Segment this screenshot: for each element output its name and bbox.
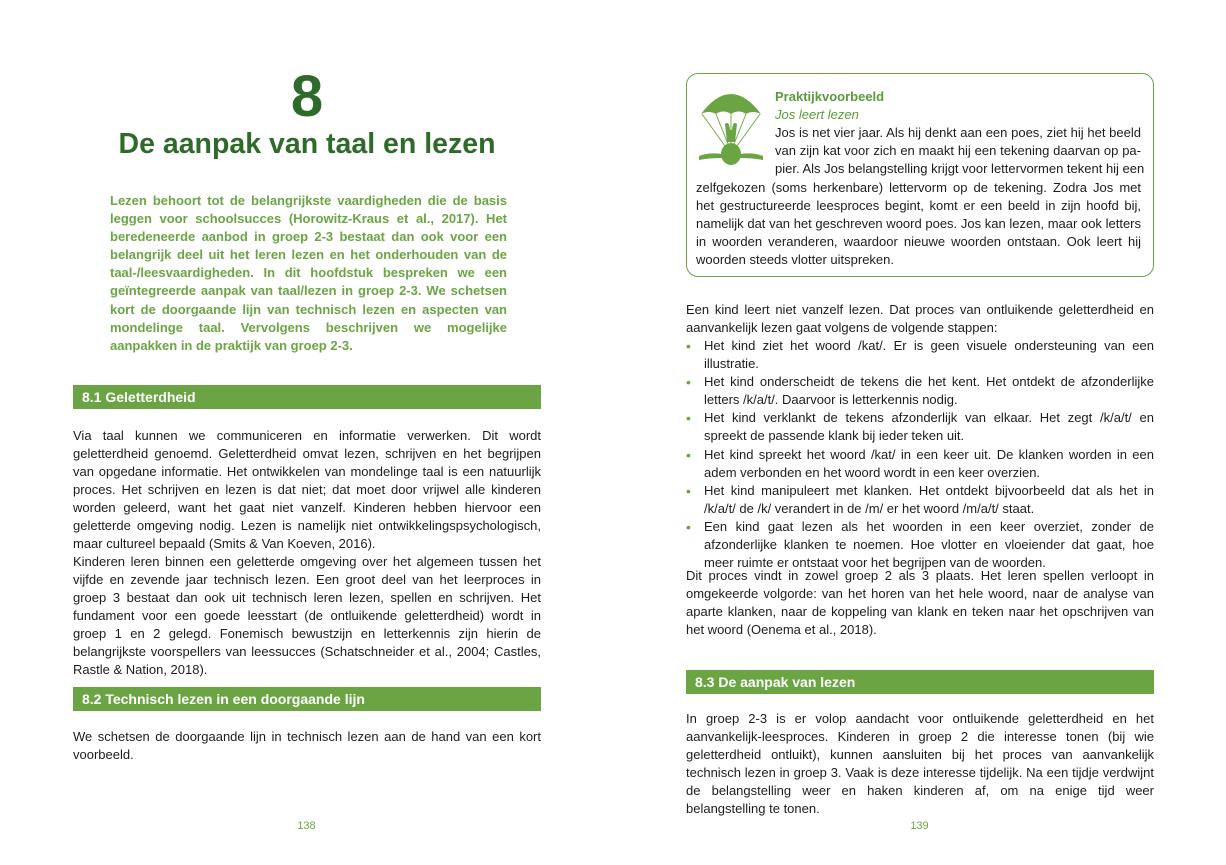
- spelling-paragraph: [686, 567, 1154, 639]
- page-number: 138: [297, 820, 316, 832]
- box-line: van zijn kat voor zich en maakt hij een tekening daarvan op pa-: [775, 143, 1141, 159]
- list-item: • Het kind spreekt het woord /kat/ in een keer uit. De klanken worden in een adem verbonden en het woord wordt in een keer overzien.: [686, 446, 1154, 482]
- paragraph: Een kind leert niet vanzelf lezen. Dat proces van ontluikende geletterdheid en aanvankelijk lezen gaat volgens de volgende stappen:: [686, 302, 1154, 335]
- box-line: het gestructureerde leesproces begint, komt er een beeld in zijn hoofd bij,: [696, 197, 1141, 213]
- steps-section: [686, 301, 1154, 572]
- box-line: Jos is net vier jaar. Als hij denkt aan een poes, ziet hij het beeld: [775, 125, 1141, 140]
- paragraph: In groep 2-3 is er volop aandacht voor ontluikende geletterdheid en het aanvankelijk-leesproces. Kinderen in groep 2 die interesse tonen (bij wie geletterdheid ontluikt), kunnen aansluiten bij het proces van aanvankelijk technisch lezen in groep 3. Vaak is deze interesse tijdelijk. Na een tijdje verdwijnt de belangstelling weer en haken kinderen af, om na enige tijd weer belangstelling te tonen.: [686, 711, 1154, 816]
- paragraph: Via taal kunnen we communiceren en informatie verwerken. Dit wordt geletterdheid genoemd. Geletterdheid omvat lezen, schrijven en het begrijpen van opgedane informatie. Het ontwikkelen van mondelinge taal is een natuurlijk proces. Het schrijven en lezen is dat niet; dat moet door vrijwel alle kinderen worden geleerd, want het gaat niet vanzelf. Kinderen hebben hiervoor een geletterde omgeving nodig. Lezen is namelijk niet ontwikkelingspsychologisch, maar cultureel bepaald (Smits & Van Koeven, 2016).: [73, 428, 541, 551]
- steps-list: [686, 337, 1154, 572]
- list-item: • Het kind manipuleert met klanken. Het ontdekt bijvoorbeeld dat als het in /k/a/t/ de /k/ verandert in de /m/ er het woord /m/a/t/ staat.: [686, 482, 1154, 518]
- list-item: • Het kind verklankt de tekens afzonderlijk van elkaar. Het zegt /k/a/t/ en spreekt de passende klank bij ieder teken uit.: [686, 409, 1154, 445]
- box-line: zelfgekozen (soms herkenbare) lettervorm op de tekening. Zodra Jos met: [696, 179, 1141, 195]
- box-text: [687, 124, 1145, 270]
- section-heading-8-2: 8.2 Technisch lezen in een doorgaande lijn: [73, 687, 541, 711]
- list-item: • Het kind onderscheidt de tekens die het kent. Het ontdekt de afzonderlijke letters /k/a/t/. Daarvoor is letterkennis nodig.: [686, 373, 1154, 409]
- section-heading-8-1: 8.1 Geletterdheid: [73, 385, 541, 409]
- box-label: Praktijkvoorbeeld: [775, 89, 885, 104]
- practice-example-box: [686, 73, 1154, 277]
- section-8-3-body: [686, 710, 1154, 818]
- section-8-2-body: [73, 728, 541, 764]
- box-subtitle: Jos leert lezen: [775, 107, 859, 122]
- box-line: pier. Als Jos belangstelling krijgt voor lettervormen tekent hij een: [775, 161, 1145, 177]
- paragraph: We schetsen de doorgaande lijn in technisch lezen aan de hand van een kort voorbeeld.: [73, 729, 541, 762]
- paragraph: Dit proces vindt in zowel groep 2 als 3 plaats. Het leren spellen verloopt in omgekeerde volgorde: van het horen van het hele woord, naar de analyse van aparte klanken, naar de koppeling van klank en teken naar het opschrijven van het woord (Oenema et al., 2018).: [686, 568, 1154, 637]
- chapter-title: De aanpak van taal en lezen: [118, 128, 496, 160]
- list-item: • Het kind ziet het woord /kat/. Er is geen visuele ondersteuning van een illustratie.: [686, 337, 1154, 373]
- list-item: • Een kind gaat lezen als het woorden in een keer overziet, zonder de afzonderlijke klanken te noemen. Hoe vlotter en vloeiender dat gaat, hoe meer ruimte er ontstaat voor het begrijpen van de woorden.: [686, 518, 1154, 572]
- box-line: namelijk dat van het geschreven woord poes. Jos kan lezen, maar ook letters: [696, 216, 1141, 232]
- section-heading-8-3: 8.3 De aanpak van lezen: [686, 670, 1154, 694]
- page-number: 139: [910, 820, 929, 832]
- paragraph: Kinderen leren binnen een geletterde omgeving over het algemeen tussen het vijfde en zevende jaar technisch lezen. Een groot deel van het leerproces in groep 3 bestaat dan ook uit technisch leren lezen, spellen en schrijven. Het fundament voor een goede leesstart (de ontluikende geletterdheid) wordt in groep 1 en 2 gelegd. Fonemisch bewustzijn en letterkennis zijn hierin de belangrijkste voorspellers van leessucces (Schatschneider et al., 2004; Castles, Rastle & Nation, 2018).: [73, 554, 541, 677]
- chapter-intro: Lezen behoort tot de belangrijkste vaardigheden die de basis leggen voor schoolsucces (Horowitz-Kraus et al., 2017). Het beredeneerde aanbod in groep 2-3 bestaat dan ook voor een belangrijk deel uit het leren lezen en het onderhouden van de taal-/leesvaardigheden. In dit hoofdstuk bespreken we een geïntegreerde aanpak van taal/lezen in groep 2-3. We schetsen kort de doorgaande lijn van technisch lezen en aspecten van mondelinge taal. Vervolgens beschrijven we mogelijke aanpakken in de praktijk van groep 2-3.: [110, 193, 507, 353]
- box-line: woorden steeds vlotter uitspreken.: [696, 252, 894, 268]
- section-8-1-body: [73, 427, 541, 679]
- right-page: [613, 0, 1226, 865]
- chapter-number: 8: [290, 64, 324, 129]
- box-line: in woorden veranderen, waardoor nieuwe woorden ontstaan. Ook leert hij: [696, 234, 1141, 250]
